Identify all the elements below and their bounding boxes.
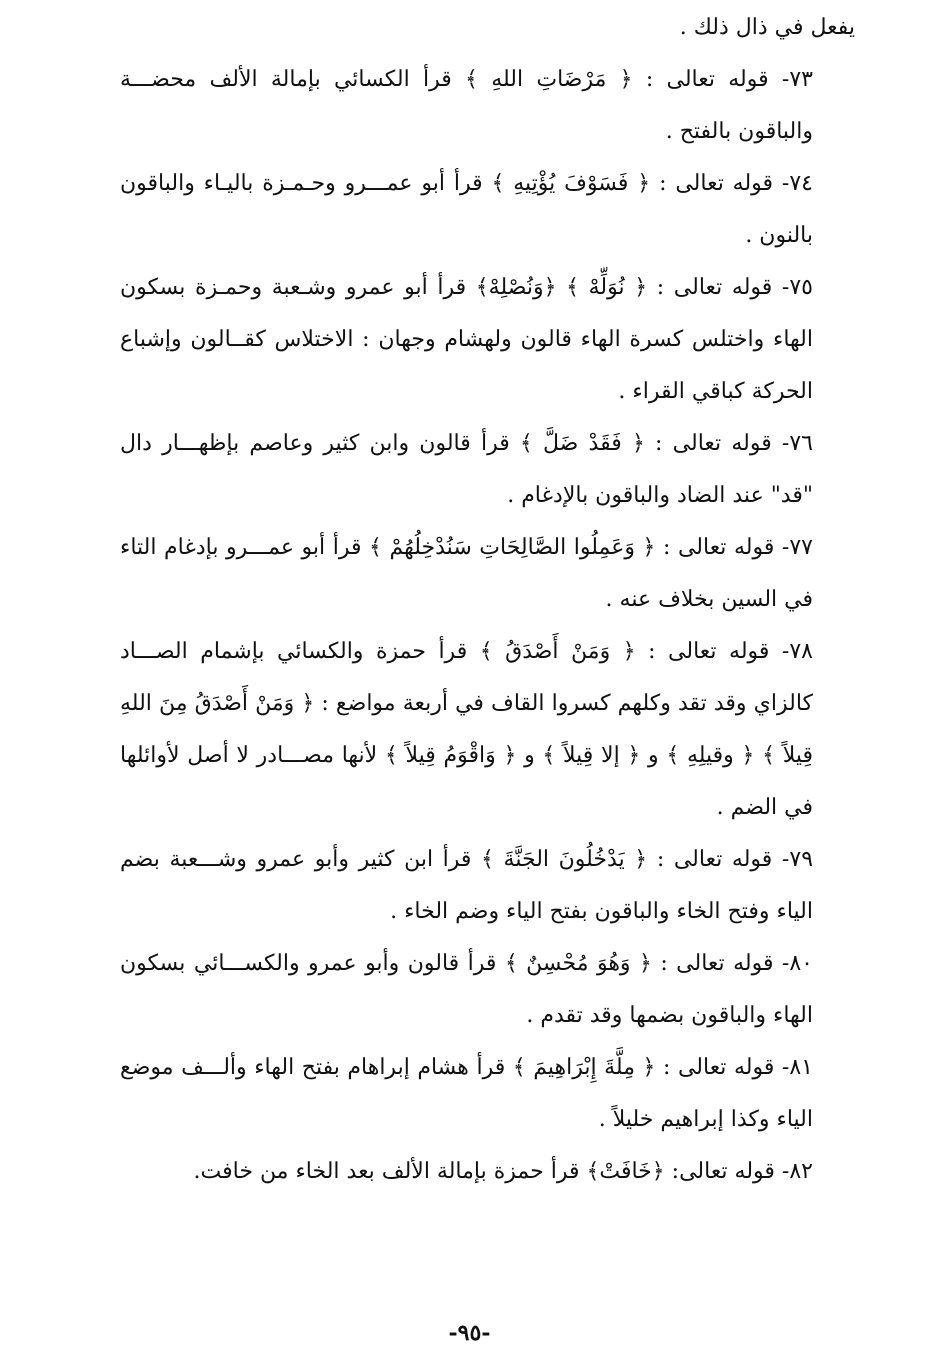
paragraph-81: ٨١- قوله تعالى : ﴿ مِلَّةَ إِبْرَاهِيمَ ﴾ قرأ هشام إبراهام بفتح الهاء وألـــف موضع الياء وكذا إبراهيم خليلاً . — [120, 1055, 813, 1132]
paragraph-74: ٧٤- قوله تعالى : ﴿ فَسَوْفَ يُؤْتِيهِ ﴾ قرأ أبو عمـــرو وحـمـزة باليـاء والباقون بالنون . — [120, 171, 813, 248]
main-text — [120, 2, 855, 1198]
paragraph-80: ٨٠- قوله تعالى : ﴿ وَهُوَ مُحْسِنٌ ﴾ قرأ قالون وأبو عمرو والكســـائي بسكون الهاء والباقون بضمها وقد تقدم . — [120, 951, 813, 1028]
page-number: -٩٥- — [448, 1320, 491, 1346]
paragraph-intro: يفعل في ذال ذلك . — [679, 15, 855, 40]
paragraph-78: ٧٨- قوله تعالى : ﴿ وَمَنْ أَصْدَقُ ﴾ قرأ حمزة والكسائي بإشمام الصـــاد كالزاي وقد تقد وكلهم كسروا القاف في أربعة مواضع : ﴿ وَمَنْ أَصْدَقُ مِنَ اللهِ قِيلاً ﴾ ﴿ وقيلِهِ ﴾ و ﴿ إلا قِيلاً ﴾ و ﴿ وَاقْوَمُ قِيلاً ﴾ لأنها مصـــادر لا أصل لأوائلها في الضم . — [120, 639, 813, 820]
paragraph-77: ٧٧- قوله تعالى : ﴿ وَعَمِلُوا الصَّالِحَاتِ سَنُدْخِلُهُمْ ﴾ قرأ أبو عمـــرو بإدغام التاء في السين بخلاف عنه . — [120, 535, 813, 612]
paragraph-75: ٧٥- قوله تعالى : ﴿ نُوَلِّهْ ﴾ ﴿وَنُصْلِهْ﴾ قرأ أبو عمرو وشـعبة وحمـزة بسكون الهاء واختلس كسرة الهاء قالون ولهشام وجهان : الاختلاس كقــالون وإشباع الحركة كباقي القراء . — [120, 275, 813, 404]
paragraph-79: ٧٩- قوله تعالى : ﴿ يَدْخُلُونَ الجَنَّةَ ﴾ قرأ ابن كثير وأبو عمرو وشـــعبة بضم الياء وفتح الخاء والباقون بفتح الياء وضم الخاء . — [120, 847, 814, 924]
paragraph-73: ٧٣- قوله تعالى : ﴿ مَرْضَاتِ اللهِ ﴾ قرأ الكسائي بإمالة الألف محضـــة والباقون بالفتح . — [120, 67, 813, 144]
paragraph-82: ٨٢- قوله تعالى: ﴿خَافَتْ﴾ قرأ حمزة بإمالة الألف بعد الخاء من خافت. — [193, 1159, 813, 1184]
paragraph-76: ٧٦- قوله تعالى : ﴿ فَقَدْ ضَلَّ ﴾ قرأ قالون وابن كثير وعاصم بإظهـــار دال "قد" عند الضاد والباقون بالإدغام . — [120, 431, 813, 508]
